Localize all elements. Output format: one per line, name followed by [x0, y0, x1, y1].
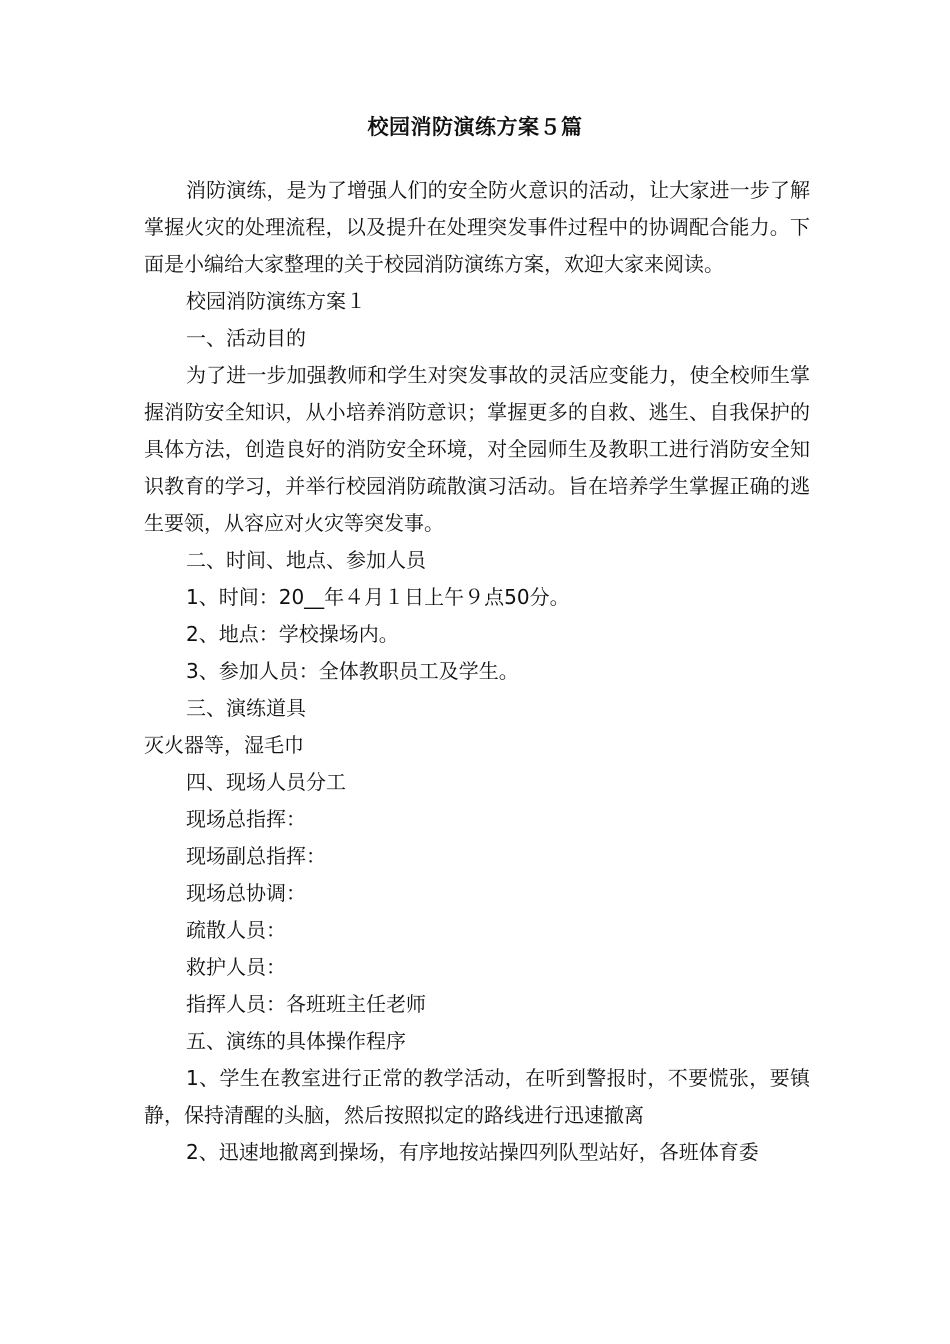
document-title: 校园消防演练方案５篇 [367, 115, 583, 139]
section-heading: 一、活动目的 [186, 326, 306, 350]
role-line: 现场总指挥： [186, 807, 306, 831]
body-paragraph: 1、学生在教室进行正常的教学活动，在听到警报时，不要慌张，要镇静，保持清醒的头脑，然后按照拟定的路线进行迅速撤离 [144, 1066, 810, 1127]
section-heading: 三、演练道具 [186, 696, 306, 720]
role-line: 现场总协调： [186, 881, 306, 905]
role-line: 疏散人员： [186, 918, 286, 942]
plan-heading: 校园消防演练方案１ [186, 289, 366, 313]
body-line: 灭火器等，湿毛巾 [144, 733, 304, 757]
list-item: 1、时间：20__年４月１日上午９点50分。 [186, 585, 570, 609]
list-item: 2、地点：学校操场内。 [186, 622, 399, 646]
section-heading: 四、现场人员分工 [186, 770, 346, 794]
role-line: 救护人员： [186, 955, 286, 979]
role-line: 指挥人员：各班班主任老师 [186, 992, 426, 1016]
body-paragraph: 为了进一步加强教师和学生对突发事故的灵活应变能力，使全校师生掌握消防安全知识，从小培养消防意识；掌握更多的自救、逃生、自我保护的具体方法，创造良好的消防安全环境，对全园师生及教职工进行消防安全知识教育的学习，并举行校园消防疏散演习活动。旨在培养学生掌握正确的逃生要领，从容应对火灾等突发事。 [144, 363, 810, 535]
list-item: 3、参加人员：全体教职员工及学生。 [186, 659, 519, 683]
section-heading: 五、演练的具体操作程序 [186, 1029, 406, 1053]
section-heading: 二、时间、地点、参加人员 [186, 548, 426, 572]
document-body [144, 172, 810, 1171]
intro-paragraph: 消防演练，是为了增强人们的安全防火意识的活动，让大家进一步了解掌握火灾的处理流程，以及提升在处理突发事件过程中的协调配合能力。下面是小编给大家整理的关于校园消防演练方案，欢迎大家来阅读。 [144, 178, 810, 276]
body-paragraph: 2、迅速地撤离到操场，有序地按站操四列队型站好，各班体育委 [186, 1140, 759, 1164]
role-line: 现场副总指挥： [186, 844, 326, 868]
